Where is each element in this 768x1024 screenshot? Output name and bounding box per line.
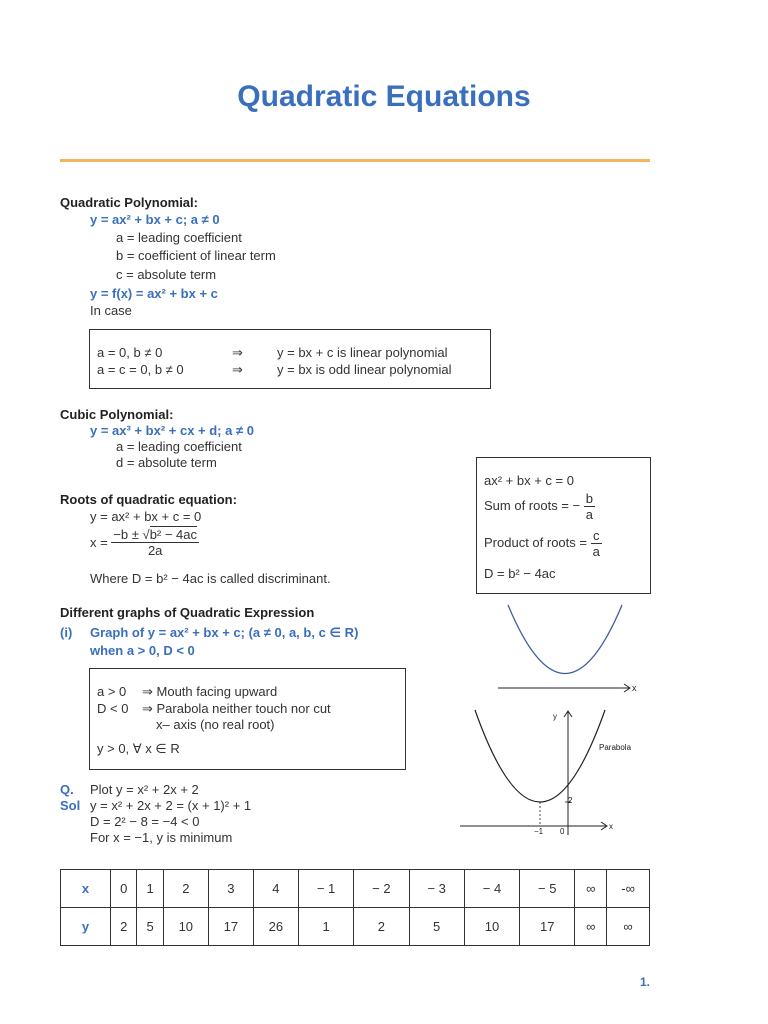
implies-icon: ⇒ bbox=[232, 362, 243, 377]
solution-line: y = x² + 2x + 2 = (x + 1)² + 1 bbox=[90, 798, 252, 813]
table-cell: − 3 bbox=[409, 870, 464, 908]
table-cell: ∞ bbox=[607, 908, 650, 946]
property-range: y > 0, ∀ x ∈ R bbox=[97, 741, 180, 756]
table-cell: -∞ bbox=[607, 870, 650, 908]
sum-numerator: b bbox=[585, 491, 593, 506]
table-cell: 2 bbox=[163, 870, 208, 908]
row-header-x: x bbox=[61, 870, 111, 908]
sum-label: Sum of roots = − bbox=[484, 497, 581, 513]
property-condition: a > 0 bbox=[97, 684, 127, 699]
quadratic-equation: y = ax² + bx + c; a ≠ 0 bbox=[90, 212, 220, 227]
solution-line: For x = −1, y is minimum bbox=[90, 830, 233, 845]
radicand: b² − 4ac bbox=[149, 527, 198, 542]
table-cell: 1 bbox=[137, 870, 163, 908]
table-cell: 3 bbox=[208, 870, 253, 908]
sum-denominator: a bbox=[585, 507, 593, 522]
x-equals: x = bbox=[90, 535, 108, 550]
row-header-y: y bbox=[61, 908, 111, 946]
product-label: Product of roots = bbox=[484, 534, 587, 550]
formula-denominator: 2a bbox=[147, 543, 163, 558]
product-of-roots bbox=[484, 528, 602, 559]
question-label: Q. bbox=[60, 782, 74, 797]
product-denominator: a bbox=[592, 544, 600, 559]
discriminant-note: Where D = b² − 4ac is called discriminant. bbox=[90, 571, 331, 586]
y-tick-label: 2 bbox=[568, 796, 573, 805]
quadratic-function: y = f(x) = ax² + bx + c bbox=[90, 286, 218, 301]
cases-box bbox=[89, 329, 491, 389]
table-cell: 2 bbox=[111, 908, 137, 946]
parabola-curve bbox=[508, 605, 622, 674]
sum-fraction bbox=[584, 491, 595, 522]
table-cell: − 1 bbox=[298, 870, 353, 908]
general-equation: ax² + bx + c = 0 bbox=[484, 473, 574, 488]
quadratic-line: a = leading coefficient bbox=[116, 230, 242, 245]
sqrt-icon: √ bbox=[142, 527, 150, 542]
table-row-x bbox=[61, 870, 650, 908]
quadratic-formula bbox=[90, 527, 199, 558]
page-title: Quadratic Equations bbox=[237, 80, 531, 113]
graph-item-number: (i) bbox=[60, 625, 73, 640]
numerator-prefix: −b ± bbox=[113, 527, 139, 542]
parabola-curve bbox=[475, 710, 605, 802]
table-cell: − 4 bbox=[464, 870, 519, 908]
cubic-heading: Cubic Polynomial: bbox=[60, 407, 174, 422]
parabola-label: Parabola bbox=[599, 743, 632, 752]
product-fraction bbox=[591, 528, 602, 559]
y-axis-label: y bbox=[553, 712, 557, 721]
quadratic-line: b = coefficient of linear term bbox=[116, 248, 276, 263]
graphs-heading: Different graphs of Quadratic Expression bbox=[60, 605, 315, 620]
implies-icon: ⇒ bbox=[232, 345, 243, 360]
page-number: 1. bbox=[639, 975, 650, 989]
property-condition: D < 0 bbox=[97, 701, 129, 716]
table-cell: 26 bbox=[253, 908, 298, 946]
table-cell: 0 bbox=[111, 870, 137, 908]
table-cell: 10 bbox=[464, 908, 519, 946]
x-axis-label: x bbox=[609, 822, 613, 831]
table-row-y bbox=[61, 908, 650, 946]
roots-equation: y = ax² + bx + c = 0 bbox=[90, 509, 202, 524]
formula-fraction bbox=[111, 527, 199, 558]
table-cell: 17 bbox=[520, 908, 575, 946]
cubic-line: a = leading coefficient bbox=[116, 439, 242, 454]
table-cell: 4 bbox=[253, 870, 298, 908]
quadratic-line: c = absolute term bbox=[116, 267, 217, 282]
graph-item-text: Graph of y = ax² + bx + c; (a ≠ 0, a, b, c ∈ R) bbox=[90, 625, 359, 640]
table-cell: 2 bbox=[354, 908, 409, 946]
in-case-label: In case bbox=[90, 303, 132, 318]
table-cell: 5 bbox=[137, 908, 163, 946]
case-result: y = bx is odd linear polynomial bbox=[277, 362, 452, 377]
formula-numerator bbox=[111, 527, 199, 543]
graph-properties-box bbox=[89, 668, 406, 770]
table-cell: 5 bbox=[409, 908, 464, 946]
table-cell: 17 bbox=[208, 908, 253, 946]
product-numerator: c bbox=[591, 528, 602, 544]
table-cell: − 2 bbox=[354, 870, 409, 908]
discriminant: D = b² − 4ac bbox=[484, 566, 556, 581]
parabola-plot bbox=[455, 705, 632, 840]
table-cell: ∞ bbox=[575, 908, 607, 946]
title-divider bbox=[60, 159, 650, 162]
roots-summary-box bbox=[476, 457, 651, 594]
case-condition: a = 0, b ≠ 0 bbox=[97, 345, 163, 360]
origin-label: 0 bbox=[560, 827, 565, 836]
table-cell: − 5 bbox=[520, 870, 575, 908]
x-tick-label: −1 bbox=[534, 827, 544, 836]
table-cell: 10 bbox=[163, 908, 208, 946]
x-axis-label: x bbox=[632, 683, 637, 693]
parabola-graph-upward bbox=[490, 600, 650, 700]
property-text: ⇒ Mouth facing upward bbox=[142, 684, 278, 699]
values-table bbox=[60, 869, 650, 946]
question-text: Plot y = x² + 2x + 2 bbox=[90, 782, 199, 797]
case-result: y = bx + c is linear polynomial bbox=[277, 345, 448, 360]
graph-item-condition: when a > 0, D < 0 bbox=[90, 643, 195, 658]
sum-of-roots bbox=[484, 491, 595, 522]
cubic-line: d = absolute term bbox=[116, 455, 217, 470]
case-condition: a = c = 0, b ≠ 0 bbox=[97, 362, 184, 377]
property-text: x– axis (no real root) bbox=[156, 717, 275, 732]
solution-line: D = 2² − 8 = −4 < 0 bbox=[90, 814, 200, 829]
solution-label: Sol bbox=[60, 798, 81, 813]
property-text: ⇒ Parabola neither touch nor cut bbox=[142, 701, 331, 716]
quadratic-heading: Quadratic Polynomial: bbox=[60, 195, 198, 210]
cubic-equation: y = ax³ + bx² + cx + d; a ≠ 0 bbox=[90, 423, 254, 438]
table-cell: 1 bbox=[298, 908, 353, 946]
table-cell: ∞ bbox=[575, 870, 607, 908]
roots-heading: Roots of quadratic equation: bbox=[60, 492, 237, 507]
